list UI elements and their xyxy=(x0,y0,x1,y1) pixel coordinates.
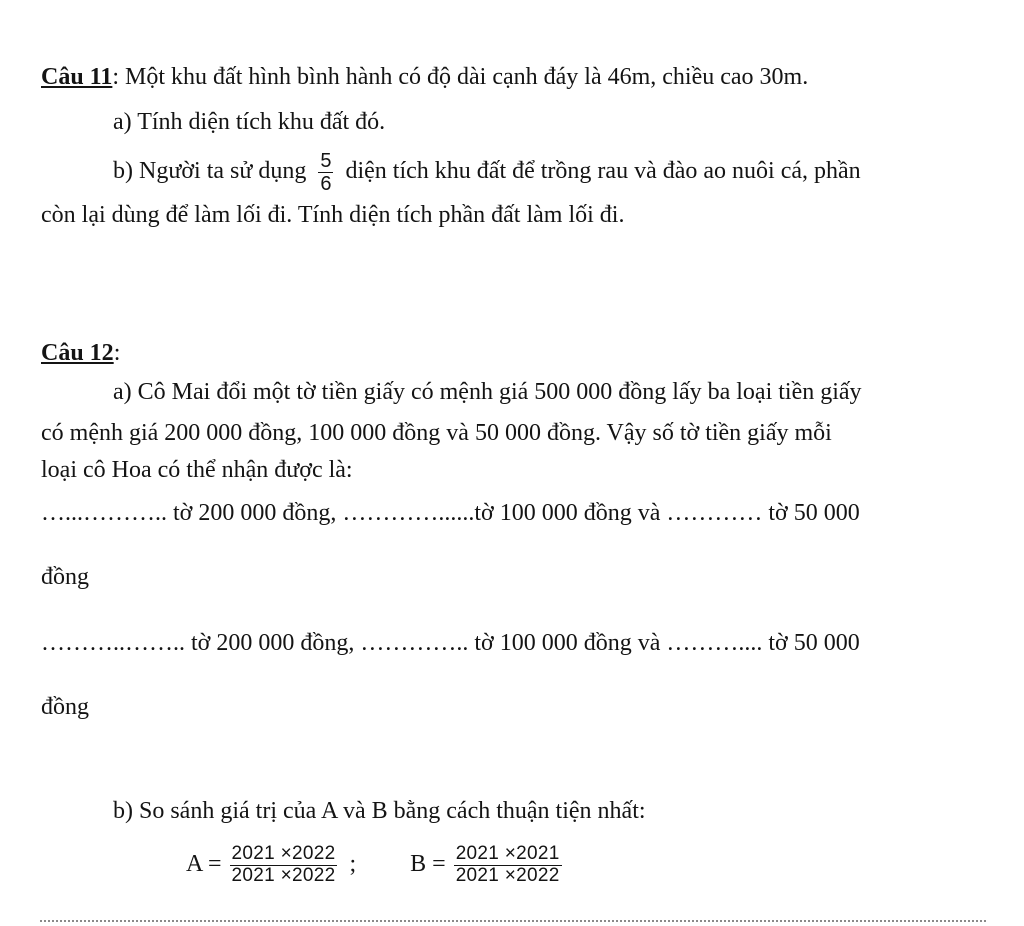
expr-b-numerator: 2021 ×2021 xyxy=(455,843,560,865)
fraction-denominator: 6 xyxy=(320,173,332,195)
q12-heading xyxy=(41,338,120,368)
expr-b-fraction xyxy=(454,844,562,887)
expr-a-label: A = xyxy=(186,851,222,877)
q11-part-b-continued: còn lại dùng để làm lối đi. Tính diện tích phần đất làm lối đi. xyxy=(41,202,625,228)
q12-answer-line-1-end: đồng xyxy=(41,564,89,590)
q12-label: Câu 12 xyxy=(41,340,114,366)
q12-answer-line-2-end: đồng xyxy=(41,694,89,720)
q11-label: Câu 11 xyxy=(41,64,113,90)
expr-b-denominator: 2021 ×2022 xyxy=(455,864,560,886)
q12-colon: : xyxy=(113,340,121,366)
expr-b-label: B = xyxy=(410,851,446,877)
q11-part-b-prefix: b) Người ta sử dụng xyxy=(113,158,307,185)
expr-a-numerator: 2021 ×2022 xyxy=(231,843,336,865)
q12-part-b: b) So sánh giá trị của A và B bằng cách thuận tiện nhất: xyxy=(113,798,646,824)
q12-answer-line-1: …...……….. tờ 200 000 đồng, …………......tờ 100 000 đồng và ………… tờ 50 000 xyxy=(41,500,860,526)
q12-expressions xyxy=(186,836,562,892)
q11-part-a: a) Tính diện tích khu đất đó. xyxy=(113,109,386,135)
fraction-five-sixths xyxy=(318,150,333,195)
q11-intro: : Một khu đất hình bình hành có độ dài cạnh đáy là 46m, chiều cao 30m. xyxy=(112,64,809,90)
expr-a-denominator: 2021 ×2022 xyxy=(231,864,336,886)
expr-separator: ; xyxy=(349,851,357,877)
q12-part-a-line3: loại cô Hoa có thể nhận được là: xyxy=(41,457,353,483)
fraction-numerator: 5 xyxy=(320,150,332,172)
q12-part-a-line1: a) Cô Mai đổi một tờ tiền giấy có mệnh giá 500 000 đồng lấy ba loại tiền giấy xyxy=(113,379,862,405)
expr-a-fraction xyxy=(230,844,338,887)
q12-answer-line-2: ………..…….. tờ 200 000 đồng, ………….. tờ 100 000 đồng và ……….... tờ 50 000 xyxy=(41,630,860,656)
answer-dotted-line xyxy=(40,920,986,922)
q11-part-b-suffix: diện tích khu đất để trồng rau và đào ao nuôi cá, phần xyxy=(345,158,861,185)
q12-part-a-line2: có mệnh giá 200 000 đồng, 100 000 đồng và 50 000 đồng. Vậy số tờ tiền giấy mỗi xyxy=(41,420,832,446)
q11-statement xyxy=(41,62,808,92)
q11-part-b xyxy=(113,150,861,195)
